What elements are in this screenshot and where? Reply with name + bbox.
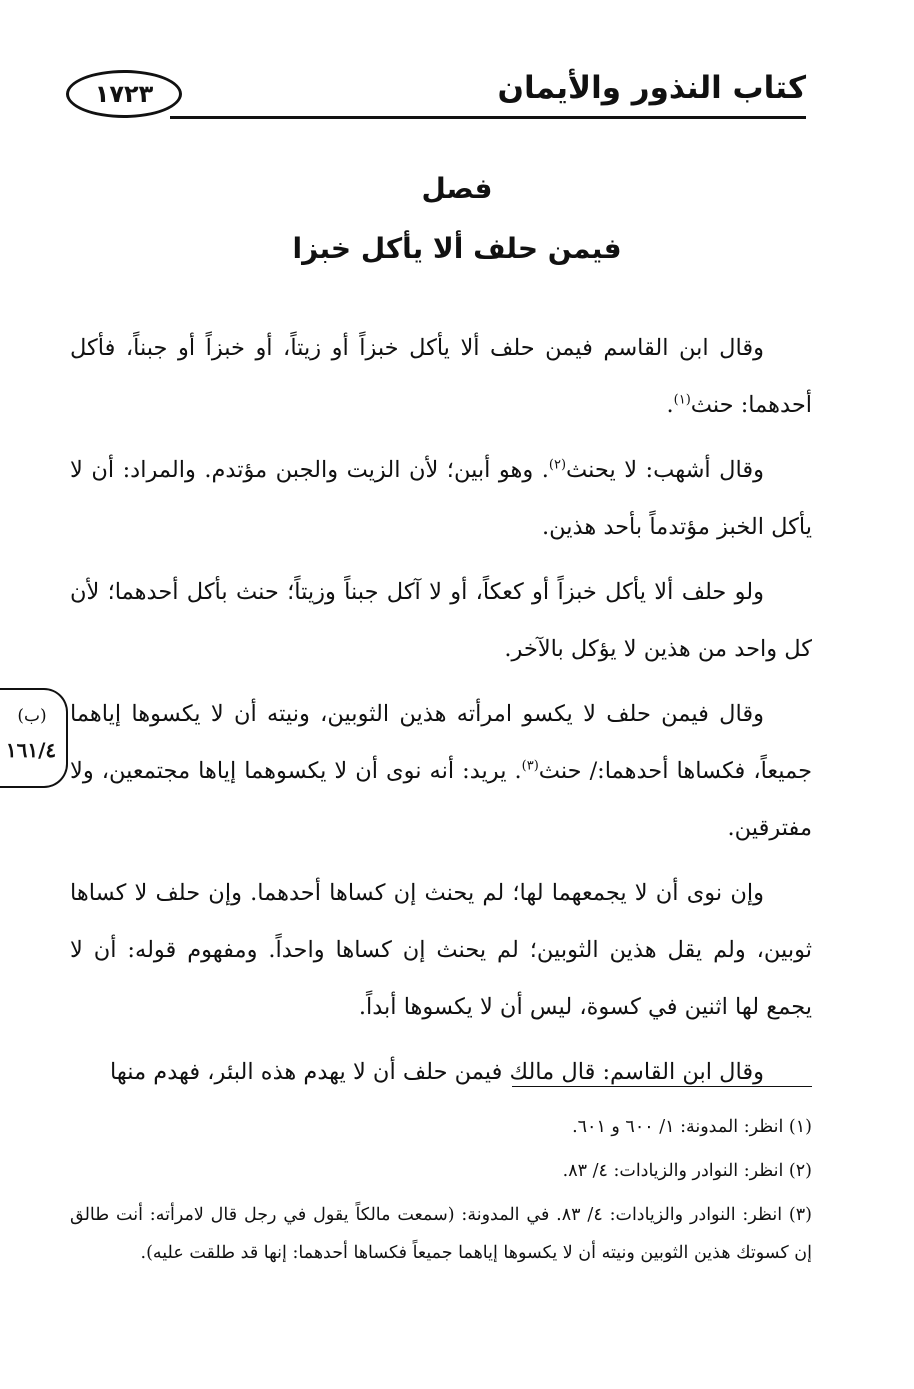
footnote: (٣) انظر: النوادر والزيادات: ٤/ ٨٣. في المدونة: (سمعت مالكاً يقول في رجل قال لامرأته: أنت طالق إن كسوتك هذين الثوبين ونيته أن لا يكسوها إياهما جميعاً فكساها أحدهما: إنها قد طلقت عليه). [70,1205,812,1263]
section-heading: فصل [421,172,493,205]
paragraph [70,564,812,678]
footnotes [70,1108,812,1278]
footnote-ref: (٢) [548,457,567,473]
paragraph-text-after: . [666,392,674,418]
paragraph [70,686,812,857]
footnote-ref: (٣) [521,758,539,774]
margin-note-ref: ١٦١/٤ [5,738,57,762]
paragraph-text: وقال ابن القاسم: قال مالك فيمن حلف أن لا يهدم هذه البئر، فهدم منها [110,1059,764,1085]
footnote: (٢) انظر: النوادر والزيادات: ٤/ ٨٣. [562,1161,812,1181]
paragraph-text: وإن نوى أن لا يجمعهما لها؛ لم يحنث إن كساها أحدهما. وإن حلف لا كساها ثوبين، ولم يقل هذين الثوبين؛ لم يحنث إن كساها واحداً. ومفهوم قوله: أن لا يجمع لها اثنين في كسوة، ليس أن لا يكسوها أبداً. [70,880,812,1020]
paragraph-text-after: . يريد: أنه نوى أن لا يكسوهما إياها مجتمعين، ولا مفترقين. [70,758,812,841]
paragraph-text-after: . وهو أبين؛ لأن الزيت والجبن مؤتدم. والمراد: أن لا يأكل الخبز مؤتدماً بأحد هذين. [70,457,812,540]
header-rule [170,116,806,119]
footnote-rule [512,1086,812,1087]
footnote: (١) انظر: المدونة: ١/ ٦٠٠ و ٦٠١. [572,1117,812,1137]
margin-note-folio: (ب) [17,706,47,726]
footnote-ref: (١) [673,392,691,408]
paragraph [70,442,812,556]
page-number: ١٧٢٣ [94,80,154,108]
body-text [70,320,812,1109]
running-header-title: كتاب النذور والأيمان [497,70,806,106]
paragraph-text: ولو حلف ألا يأكل خبزاً أو كعكاً، أو لا آكل جبناً وزيتاً؛ حنث بأكل أحدهما؛ لأن كل واحد من هذين لا يؤكل بالآخر. [70,579,812,662]
paragraph [70,320,812,434]
paragraph [70,865,812,1036]
page-number-oval [66,70,182,118]
paragraph-text: وقال فيمن حلف لا يكسو امرأته هذين الثوبين، ونيته أن لا يكسوها إياهما جميعاً، فكساها أحدهما:/ حنث [70,701,812,784]
paragraph [70,1044,812,1101]
section-subheading: فيمن حلف ألا يأكل خبزا [292,232,622,265]
paragraph-text: وقال أشهب: لا يحنث [566,457,764,483]
paragraph-text: وقال ابن القاسم فيمن حلف ألا يأكل خبزاً أو زيتاً، أو خبزاً أو جبناً، فأكل أحدهما: حنث [70,335,812,418]
